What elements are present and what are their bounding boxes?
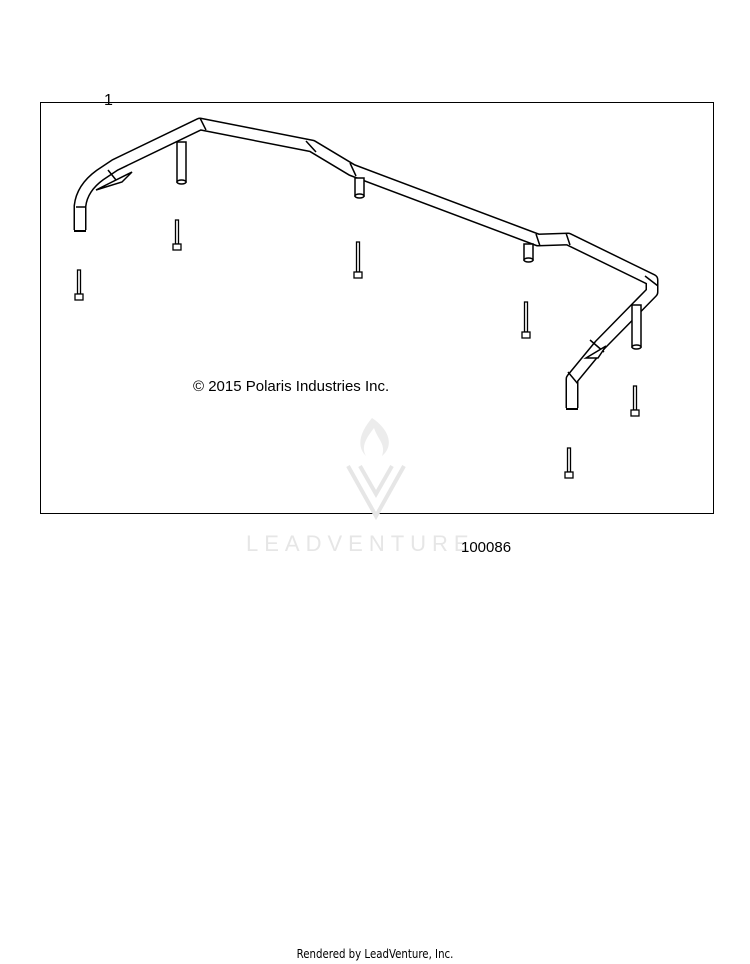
bolt-icon (75, 270, 83, 300)
footer-rendered-by: Rendered by LeadVenture, Inc. (296, 947, 454, 961)
bolt-icon (522, 302, 530, 338)
rack-rail-tube (74, 118, 658, 409)
callout-number: 1 (104, 92, 113, 109)
leadventure-logo-icon (348, 418, 404, 516)
bolt-icon (631, 386, 639, 416)
bolt-icon (354, 242, 362, 278)
watermark-brand-text: LEADVENTURE (246, 531, 475, 556)
figure-number: 100086 (461, 539, 512, 556)
fastener-bolts (75, 220, 639, 478)
copyright-notice: © 2015 Polaris Industries Inc. (193, 378, 390, 395)
bolt-icon (173, 220, 181, 250)
bolt-icon (565, 448, 573, 478)
